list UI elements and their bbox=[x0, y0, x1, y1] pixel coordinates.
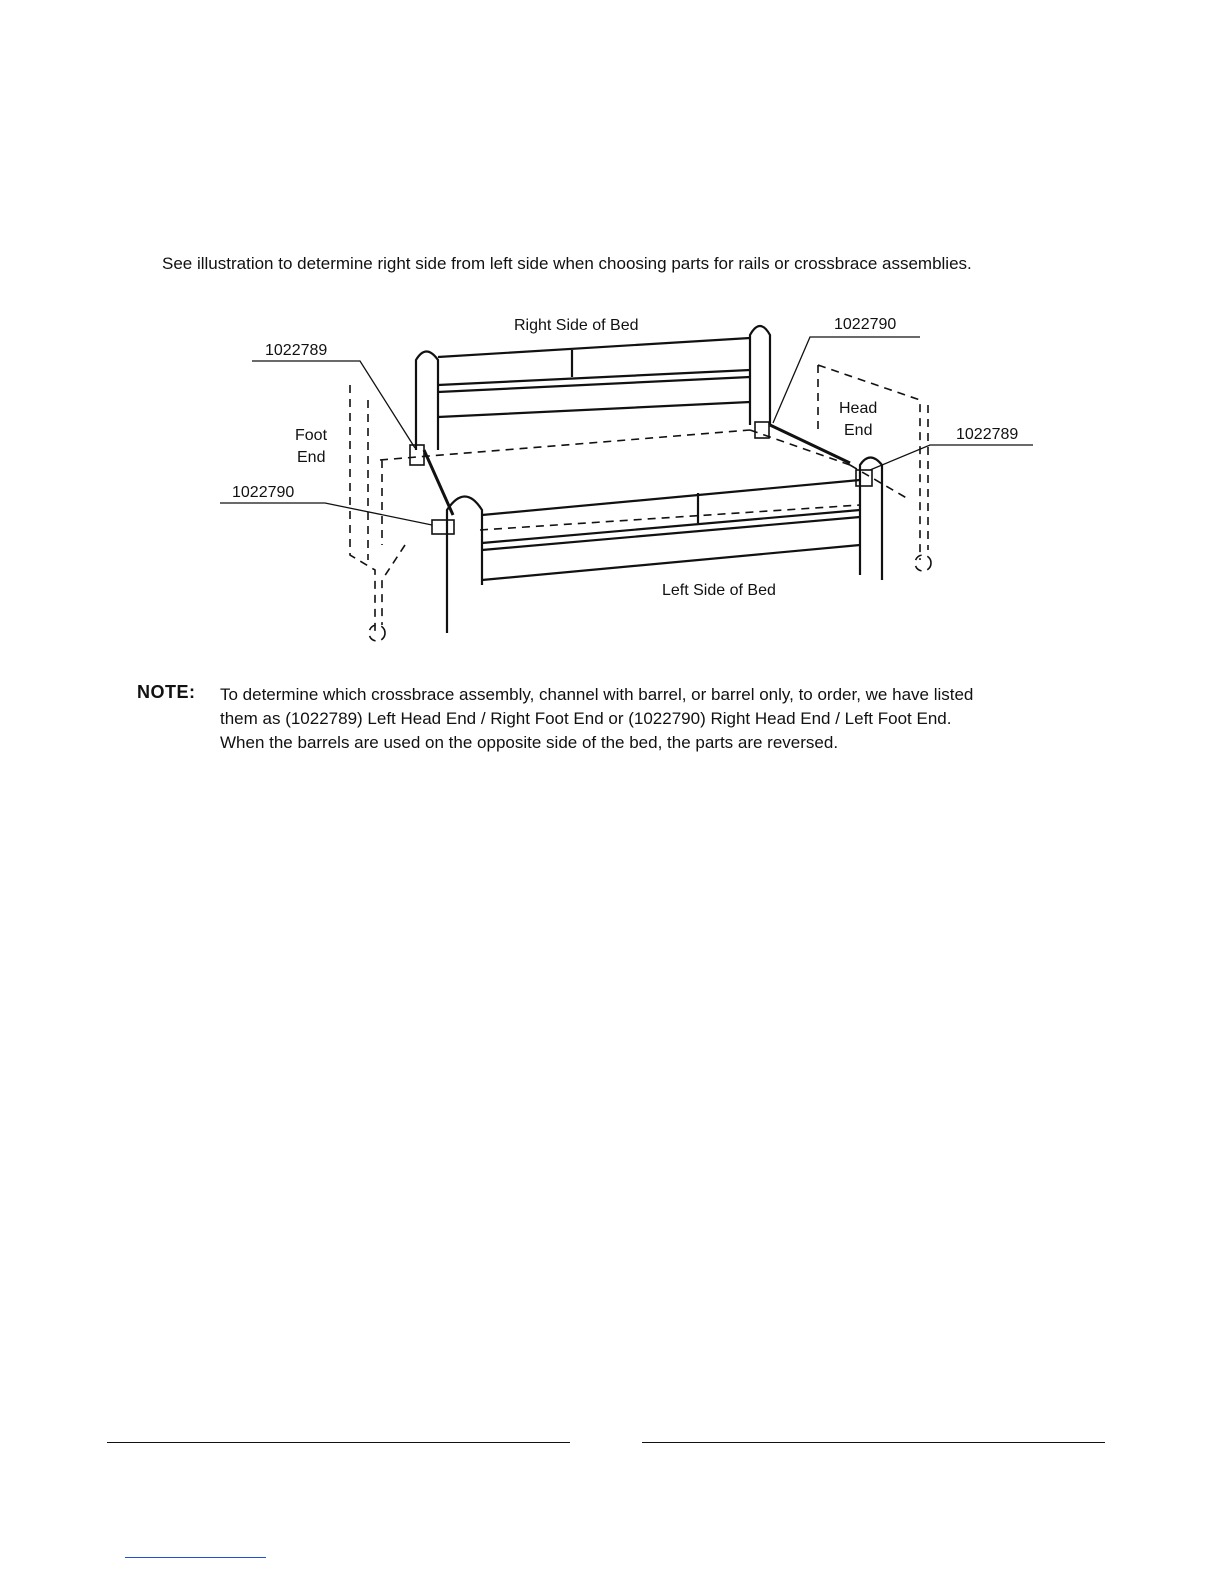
bed-diagram bbox=[210, 305, 1060, 660]
part-number-left: 1022790 bbox=[232, 484, 295, 501]
right-side-label: Right Side of Bed bbox=[514, 317, 639, 334]
left-side-label: Left Side of Bed bbox=[662, 582, 776, 599]
head-end-label-2: End bbox=[844, 422, 873, 439]
left-rail-frame bbox=[447, 497, 482, 634]
foot-end-label-1: Foot bbox=[295, 427, 328, 444]
intro-instruction: See illustration to determine right side from left side when choosing parts for rails or crossbrace assemblies. bbox=[162, 254, 972, 273]
note-line: them as (1022789) Left Head End / Right Foot End or (1022790) Right Head End / Left Foot End. bbox=[220, 709, 952, 728]
note-line: When the barrels are used on the opposite side of the bed, the parts are reversed. bbox=[220, 733, 839, 752]
footer-rule-left bbox=[107, 1442, 570, 1443]
note-text bbox=[220, 683, 1090, 755]
part-number-right: 1022789 bbox=[956, 426, 1019, 443]
note-label: NOTE: bbox=[137, 682, 196, 702]
part-number-top-left: 1022789 bbox=[265, 342, 328, 359]
note-line: To determine which crossbrace assembly, channel with barrel, or barrel only, to order, we have listed bbox=[220, 685, 974, 704]
part-number-top-right: 1022790 bbox=[834, 316, 897, 333]
footer-link-underline bbox=[125, 1557, 266, 1558]
bed-rail-illustration bbox=[210, 305, 1060, 660]
foot-end-label-2: End bbox=[297, 449, 326, 466]
head-end-label-1: Head bbox=[839, 400, 878, 417]
right-rail-frame bbox=[416, 352, 438, 451]
footer-rule-right bbox=[642, 1442, 1105, 1443]
